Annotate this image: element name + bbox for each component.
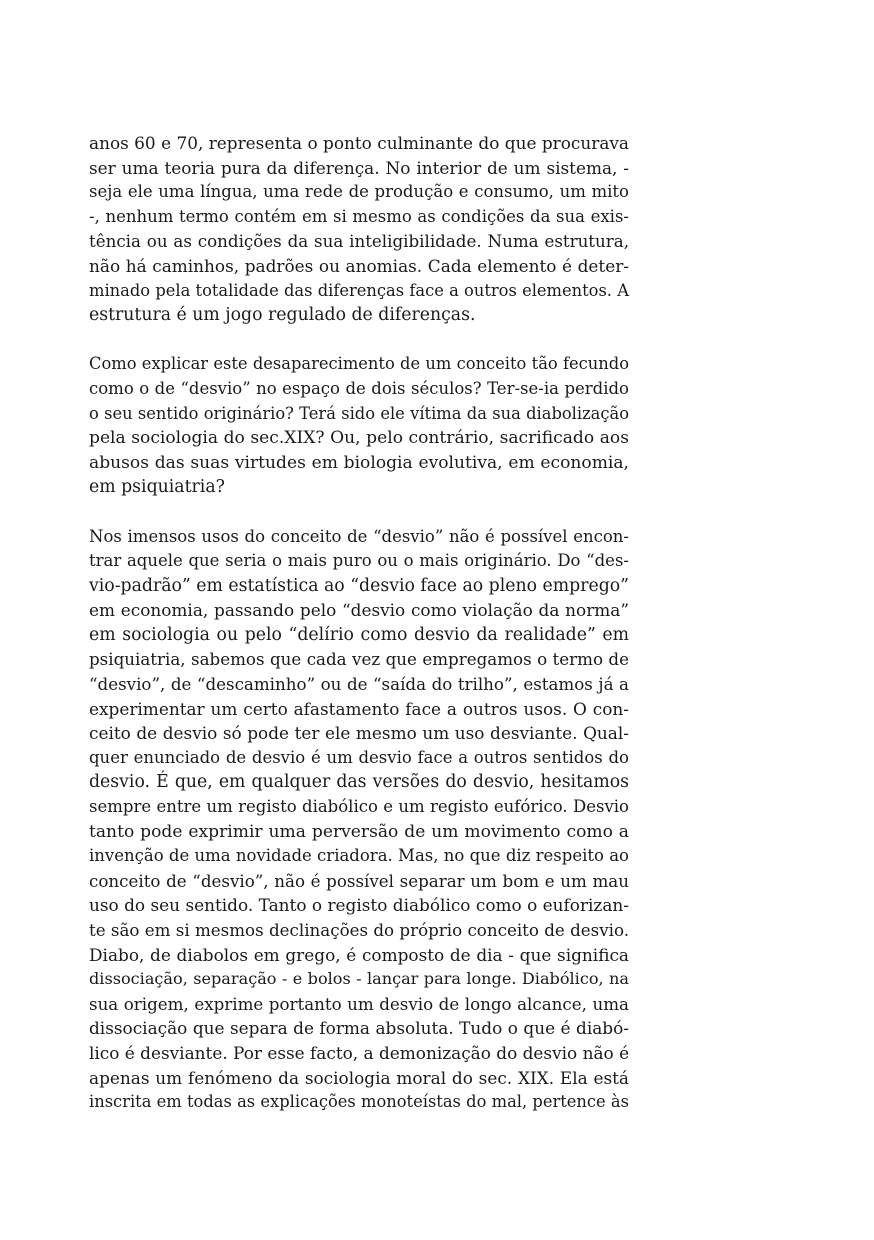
text-line: em sociologia ou pelo “delírio como desvio da realidade” em bbox=[89, 624, 629, 645]
text-line: desvio. É que, em qualquer das versões do desvio, hesitamos bbox=[89, 772, 629, 793]
text-line: Diabo, de diabolos em grego, é composto de dia - que significa bbox=[89, 944, 629, 965]
text-line: “desvio”, de “descaminho” ou de “saída do trilho”, estamos já a bbox=[89, 674, 629, 695]
text-line: quer enunciado de desvio é um desvio face a outros sentidos do bbox=[89, 747, 629, 767]
text-line: sempre entre um registo diabólico e um registo eufórico. Desvio bbox=[89, 797, 629, 817]
text-line: lico é desviante. Por esse facto, a demonização do desvio não é bbox=[89, 1042, 630, 1063]
text-line: experimentar um certo afastamento face a outros usos. O con- bbox=[89, 698, 629, 719]
paragraph bbox=[89, 525, 629, 1115]
text-line: invenção de uma novidade criadora. Mas, no que diz respeito ao bbox=[89, 846, 629, 866]
text-line: inscrita em todas as explicações monoteístas do mal, pertence às bbox=[89, 1092, 629, 1112]
text-line: dissociação, separação - e bolos - lançar para longe. Diabólico, na bbox=[89, 969, 629, 989]
text-line: tência ou as condições da sua inteligibilidade. Numa estrutura, bbox=[89, 231, 629, 252]
text-line: trar aquele que seria o mais puro ou o mais originário. Do “des- bbox=[89, 551, 629, 571]
text-line: conceito de “desvio”, não é possível separar um bom e um mau bbox=[89, 870, 629, 891]
text-line: vio-padrão” em estatística ao “desvio face ao pleno emprego” bbox=[89, 575, 629, 596]
text-line: psiquiatria, sabemos que cada vez que empregamos o termo de bbox=[89, 649, 629, 670]
text-line: Como explicar este desaparecimento de um conceito tão fecundo bbox=[89, 354, 629, 374]
paragraph bbox=[89, 131, 629, 328]
text-line: em psiquiatria? bbox=[89, 477, 225, 498]
text-line: Nos imensos usos do conceito de “desvio” não é possível encon- bbox=[89, 526, 629, 546]
text-line: -, nenhum termo contém em si mesmo as condições da sua exis- bbox=[89, 206, 629, 226]
text-line: ceito de desvio só pode ter ele mesmo um uso desviante. Qual- bbox=[89, 723, 629, 744]
text-line: em economia, passando pelo “desvio como violação da norma” bbox=[89, 600, 629, 621]
text-line: estrutura é um jogo regulado de diferenças. bbox=[89, 305, 476, 326]
paragraph bbox=[89, 352, 629, 500]
text-line: sua origem, exprime portanto um desvio de longo alcance, uma bbox=[89, 993, 629, 1014]
text-line: uso do seu sentido. Tanto o registo diabólico como o euforizan- bbox=[89, 895, 629, 916]
text-line: te são em si mesmos declinações do próprio conceito de desvio. bbox=[89, 920, 630, 940]
text-line: não há caminhos, padrões ou anomias. Cada elemento é deter- bbox=[89, 255, 629, 276]
text-line: minado pela totalidade das diferenças face a outros elementos. A bbox=[89, 280, 629, 300]
text-line: seja ele uma língua, uma rede de produção e consumo, um mito bbox=[89, 182, 629, 202]
text-line: como o de “desvio” no espaço de dois séculos? Ter-se-ia perdido bbox=[89, 378, 629, 398]
text-line: dissociação que separa de forma absoluta. Tudo o que é diabó- bbox=[89, 1018, 629, 1039]
text-line: abusos das suas virtudes em biologia evolutiva, em economia, bbox=[89, 452, 629, 473]
text-line: anos 60 e 70, representa o ponto culminante do que procurava bbox=[89, 133, 629, 153]
text-line: apenas um fenómeno da sociologia moral do sec. XIX. Ela está bbox=[89, 1067, 629, 1088]
text-line: tanto pode exprimir uma perversão de um movimento como a bbox=[89, 821, 629, 842]
text-line: ser uma teoria pura da diferença. No interior de um sistema, - bbox=[89, 157, 629, 178]
text-line: o seu sentido originário? Terá sido ele vítima da sua diabolização bbox=[89, 403, 629, 423]
text-line: pela sociologia do sec.XIX? Ou, pelo contrário, sacrificado aos bbox=[89, 428, 629, 449]
document-page bbox=[89, 131, 629, 1139]
